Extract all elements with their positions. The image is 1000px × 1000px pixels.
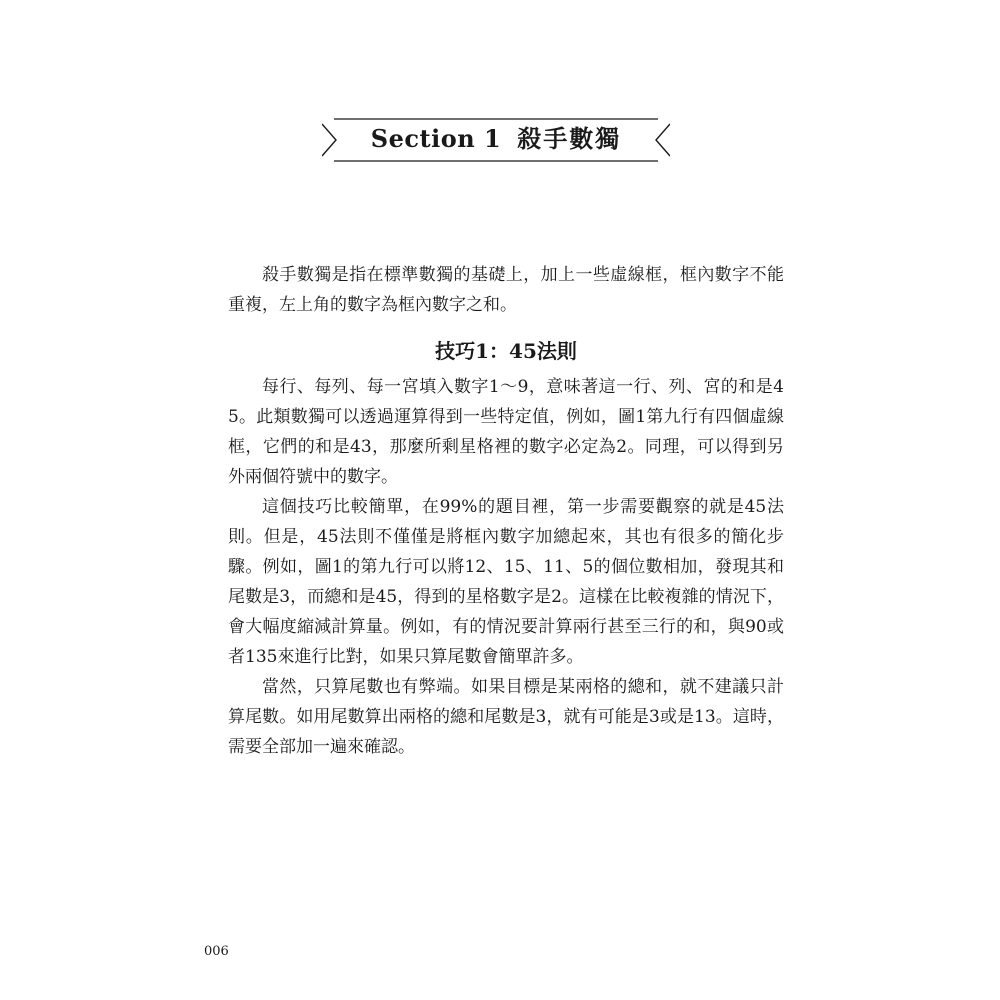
intro-paragraph: 殺手數獨是指在標準數獨的基礎上，加上一些虛線框，框內數字不能重複，左上角的數字為框內數字之和。 [228,265,784,315]
section-label: Section 1 [370,124,502,153]
section-header [322,118,670,162]
page-number: 006 [204,944,229,959]
section-title [322,122,670,156]
section-name: 殺手數獨 [517,124,622,153]
body-paragraph: 這個技巧比較簡單，在99%的題目裡，第一步需要觀察的就是45法則。但是，45法則不僅僅是將框內數字加總起來，其也有很多的簡化步驟。例如，圖1的第九行可以將12、15、11、5的個位數相加，發現其和尾數是3，而總和是45，得到的星格數字是2。這樣在比較複雜的情況下，會大幅度縮減計算量。例如，有的情況要計算兩行甚至三行的和，與90或者135來進行比對，如果只算尾數會簡單許多。 [228,497,784,667]
body-paragraph: 每行、每列、每一宮填入數字1～9，意味著這一行、列、宮的和是45。此類數獨可以透過運算得到一些特定值，例如，圖1第九行有四個虛線框，它們的和是43，那麼所剩星格裡的數字必定為2。同理，可以得到另外兩個符號中的數字。 [228,377,784,487]
technique-heading: 技巧1：45法則 [435,339,577,363]
body-paragraph: 當然，只算尾數也有弊端。如果目標是某兩格的總和，就不建議只計算尾數。如用尾數算出兩格的總和尾數是3，就有可能是3或是13。這時，需要全部加一遍來確認。 [228,677,784,757]
